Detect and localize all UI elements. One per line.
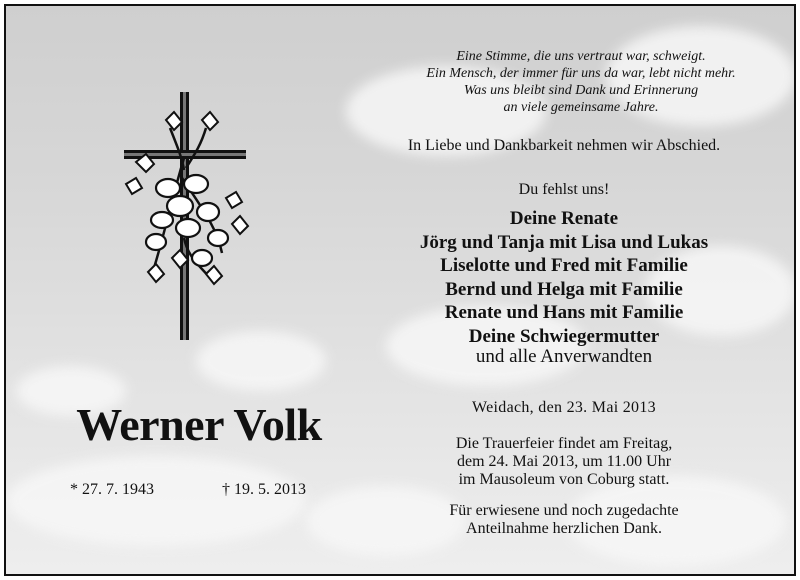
deceased-name: Werner Volk — [76, 399, 322, 450]
obituary-notice — [4, 4, 796, 576]
poem — [376, 48, 786, 116]
mourner: Liselotte und Fred mit Familie — [440, 255, 688, 276]
birth-date: * 27. 7. 1943 — [70, 481, 154, 498]
death-date: † 19. 5. 2013 — [222, 481, 306, 498]
mourner: Renate und Hans mit Familie — [444, 302, 684, 323]
poem-line: Ein Mensch, der immer für uns da war, lebt nicht mehr. — [426, 66, 736, 81]
thanks-note — [376, 502, 752, 538]
mourner: Deine Renate — [509, 208, 619, 229]
funeral-line: Die Trauerfeier findet am Freitag, — [455, 435, 673, 452]
mourners-list — [376, 207, 752, 348]
funeral-line: im Mausoleum von Coburg statt. — [458, 471, 670, 488]
funeral-line: dem 24. Mai 2013, um 11.00 Uhr — [456, 453, 672, 470]
mourner: Bernd und Helga mit Familie — [445, 278, 683, 300]
poem-line: Eine Stimme, die uns vertraut war, schweigt. — [456, 49, 706, 64]
other-relatives: und alle Anverwandten — [475, 346, 653, 367]
funeral-info — [376, 435, 752, 489]
thanks-line: Anteilnahme herzlichen Dank. — [466, 520, 662, 537]
thanks-line: Für erwiesene und noch zugedachte — [449, 502, 679, 519]
poem-line: Was uns bleibt sind Dank und Erinnerung — [463, 83, 699, 98]
mourner: Deine Schwiegermutter — [468, 325, 660, 347]
miss-you-line: Du fehlst uns! — [518, 181, 610, 198]
mourner: Jörg und Tanja mit Lisa und Lukas — [419, 231, 709, 253]
cross-with-roses-icon — [122, 88, 252, 348]
farewell-line: In Liebe und Dankbarkeit nehmen wir Abschied. — [407, 137, 721, 154]
cloud — [6, 456, 306, 546]
place-date: Weidach, den 23. Mai 2013 — [472, 399, 656, 416]
poem-line: an viele gemeinsame Jahre. — [503, 100, 659, 115]
